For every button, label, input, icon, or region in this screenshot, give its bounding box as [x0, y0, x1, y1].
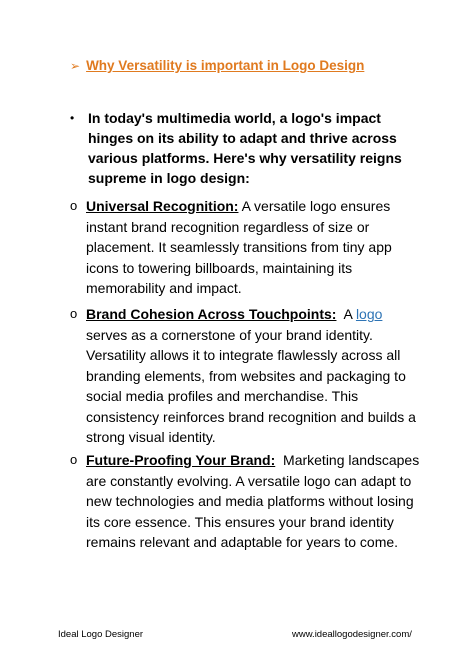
circle-bullet-icon: o [70, 306, 78, 321]
item-text [86, 450, 424, 553]
intro-text: In today's multimedia world, a logo's impact hinges on its ability to adapt and thrive across various platforms. Here's why versatility reigns supreme in logo design: [88, 110, 402, 186]
logo-link[interactable]: logo [355, 306, 383, 322]
item-body: Marketing landscapes are constantly evolving. A versatile logo can adapt to new technologies and media platforms without losing its core essence. This ensures your brand identity remains relevant and adaptable for years to come. [86, 452, 424, 550]
footer-website-text: www.ideallogodesigner.com/ [292, 629, 412, 640]
heading-text: Why Versatility is important in Logo Design [86, 58, 365, 73]
arrow-bullet-icon: ➢ [70, 58, 81, 73]
section-heading [70, 58, 364, 73]
intro-paragraph [70, 108, 420, 188]
item-body: serves as a cornerstone of your brand identity. Versatility allows it to integrate flawlessly across all branding elements, from websites and packaging to social media profiles and merchandise. This consistency reinforces brand recognition and builds a strong visual identity. [86, 326, 416, 445]
circle-bullet-icon: o [70, 198, 78, 213]
item-term: Future-Proofing Your Brand: [86, 452, 276, 468]
list-item-brand-cohesion [70, 304, 420, 448]
list-item-future-proofing [70, 450, 424, 553]
item-term: Brand Cohesion Across Touchpoints: [86, 306, 337, 322]
footer-left-text: Ideal Logo Designer [58, 629, 144, 640]
circle-bullet-icon: o [70, 452, 78, 467]
item-body: A versatile logo ensures instant brand recognition regardless of size or placement. It seamlessly transitions from tiny app icons to towering billboards, maintaining its memorability and impact. [86, 198, 392, 296]
item-text [86, 196, 420, 299]
list-item-universal-recognition [70, 196, 420, 299]
item-pre-link: A [336, 306, 356, 322]
item-term: Universal Recognition: [86, 198, 239, 214]
item-text [86, 304, 420, 448]
bullet-icon: • [70, 111, 75, 125]
